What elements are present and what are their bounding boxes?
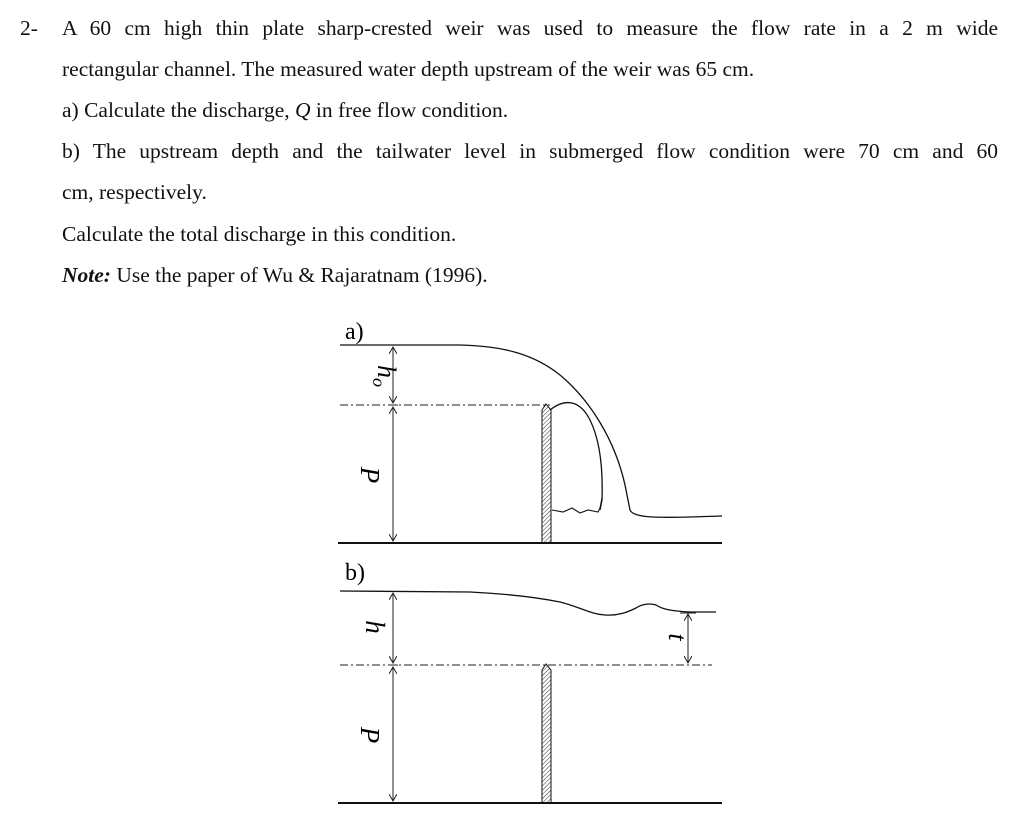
panel-a-head-subscript: o	[369, 378, 389, 387]
question-number: 2-	[20, 16, 38, 40]
panel-b-head-label: h	[360, 620, 390, 634]
panel-a-nappe-underside	[550, 403, 602, 510]
panel-a-head-label	[369, 365, 401, 387]
panel-b-water-surface	[340, 591, 716, 615]
part-b-question-line-2: cm, respectively.	[62, 180, 207, 204]
problem-statement-line-1: A 60 cm high thin plate sharp-crested weir was used to measure the flow rate in a 2 m wide	[62, 16, 998, 40]
panel-a-weir-plate	[542, 404, 551, 543]
panel-a-weir-height-label: P	[355, 466, 385, 484]
panel-b-label: b)	[345, 560, 365, 586]
part-b-question-line-3: Calculate the total discharge in this condition.	[62, 222, 457, 246]
weir-figure	[330, 305, 730, 810]
panel-b-weir-plate	[542, 664, 551, 803]
discharge-symbol: Q	[295, 98, 311, 122]
note-label: Note:	[62, 263, 111, 287]
panel-a-label: a)	[345, 319, 364, 345]
part-a-suffix: in free flow condition.	[310, 98, 509, 122]
note-text: Use the paper of Wu & Rajaratnam (1996).	[110, 263, 488, 287]
part-a-prefix: a) Calculate the discharge,	[62, 98, 296, 122]
panel-a-head-symbol: h	[372, 365, 401, 378]
panel-b-tailwater-label: t	[663, 633, 692, 641]
panel-b-weir-height-label: P	[355, 726, 385, 744]
problem-statement-line-2: rectangular channel. The measured water depth upstream of the weir was 65 cm.	[62, 57, 755, 81]
panel-b-submerged-flow	[338, 560, 722, 803]
part-a-question	[62, 96, 508, 124]
note	[62, 261, 488, 289]
panel-a-aerated-pool	[552, 498, 602, 513]
part-b-question-line-1: b) The upstream depth and the tailwater level in submerged flow condition were 70 cm and 60	[62, 139, 998, 163]
panel-a-free-flow	[338, 319, 722, 543]
